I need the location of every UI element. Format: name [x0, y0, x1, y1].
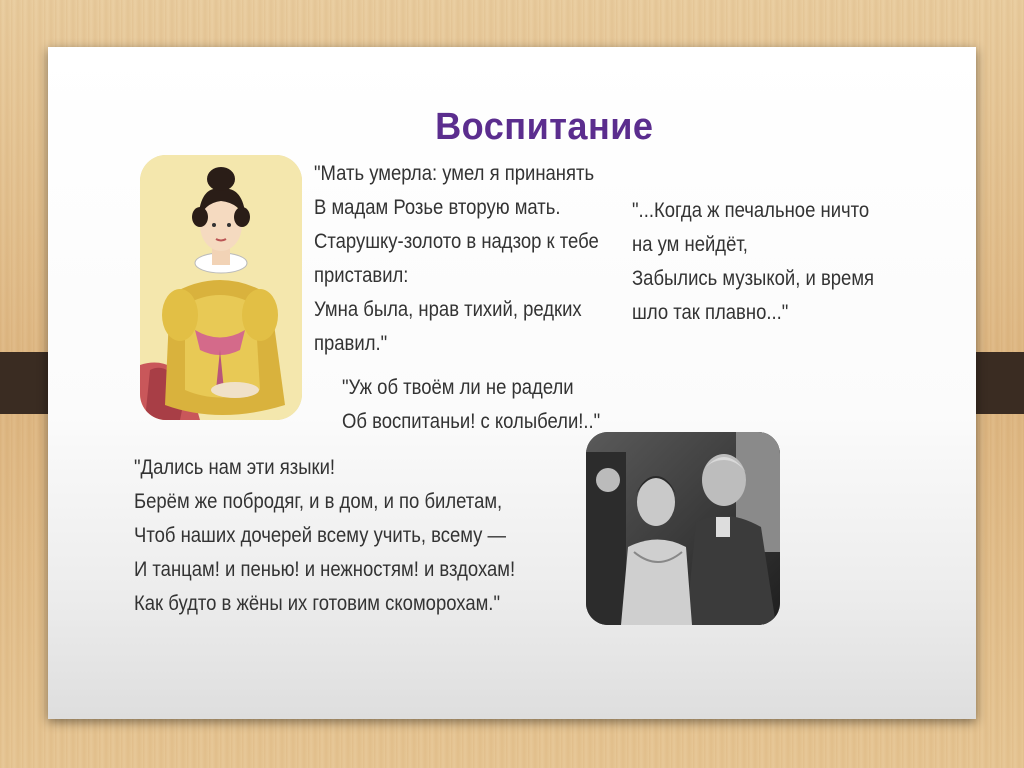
quote-line: Умна была, нрав тихий, редких [314, 298, 582, 321]
quote-line: Об воспитаньи! с колыбели!.." [342, 410, 601, 433]
quote-line: "Уж об твоём ли не радели [342, 376, 574, 399]
quote-line: Как будто в жёны их готовим скоморохам." [134, 592, 501, 615]
woman-portrait-icon [140, 155, 302, 420]
quote-line: В мадам Розье вторую мать. [314, 196, 561, 219]
quote-line: Старушку-золото в надзор к тебе [314, 230, 599, 253]
quote-line: "Дались нам эти языки! [134, 456, 336, 479]
quote-line: на ум нейдёт, [632, 233, 748, 256]
portrait-illustration [140, 155, 302, 420]
slide [48, 47, 976, 719]
quote-cradle [342, 371, 600, 439]
quote-line: "...Когда ж печальное ничто [632, 199, 870, 222]
quote-languages [134, 451, 515, 621]
quote-line: Берём же побродяг, и в дом, и по билетам, [134, 490, 503, 513]
quote-line: Забылись музыкой, и время [632, 267, 875, 290]
quote-line: правил." [314, 332, 388, 355]
quote-line: шло так плавно..." [632, 301, 789, 324]
quote-line: И танцам! и пенью! и нежностям! и вздохам! [134, 558, 516, 581]
quote-line: "Мать умерла: умел я принанять [314, 162, 595, 185]
quote-line: приставил: [314, 264, 409, 287]
slide-title: Воспитание [435, 106, 654, 148]
quote-music [632, 194, 874, 330]
quote-mother [314, 157, 599, 361]
photo-icon [586, 432, 780, 625]
film-still-photo [586, 432, 780, 625]
quote-line: Чтоб наших дочерей всему учить, всему — [134, 524, 507, 547]
